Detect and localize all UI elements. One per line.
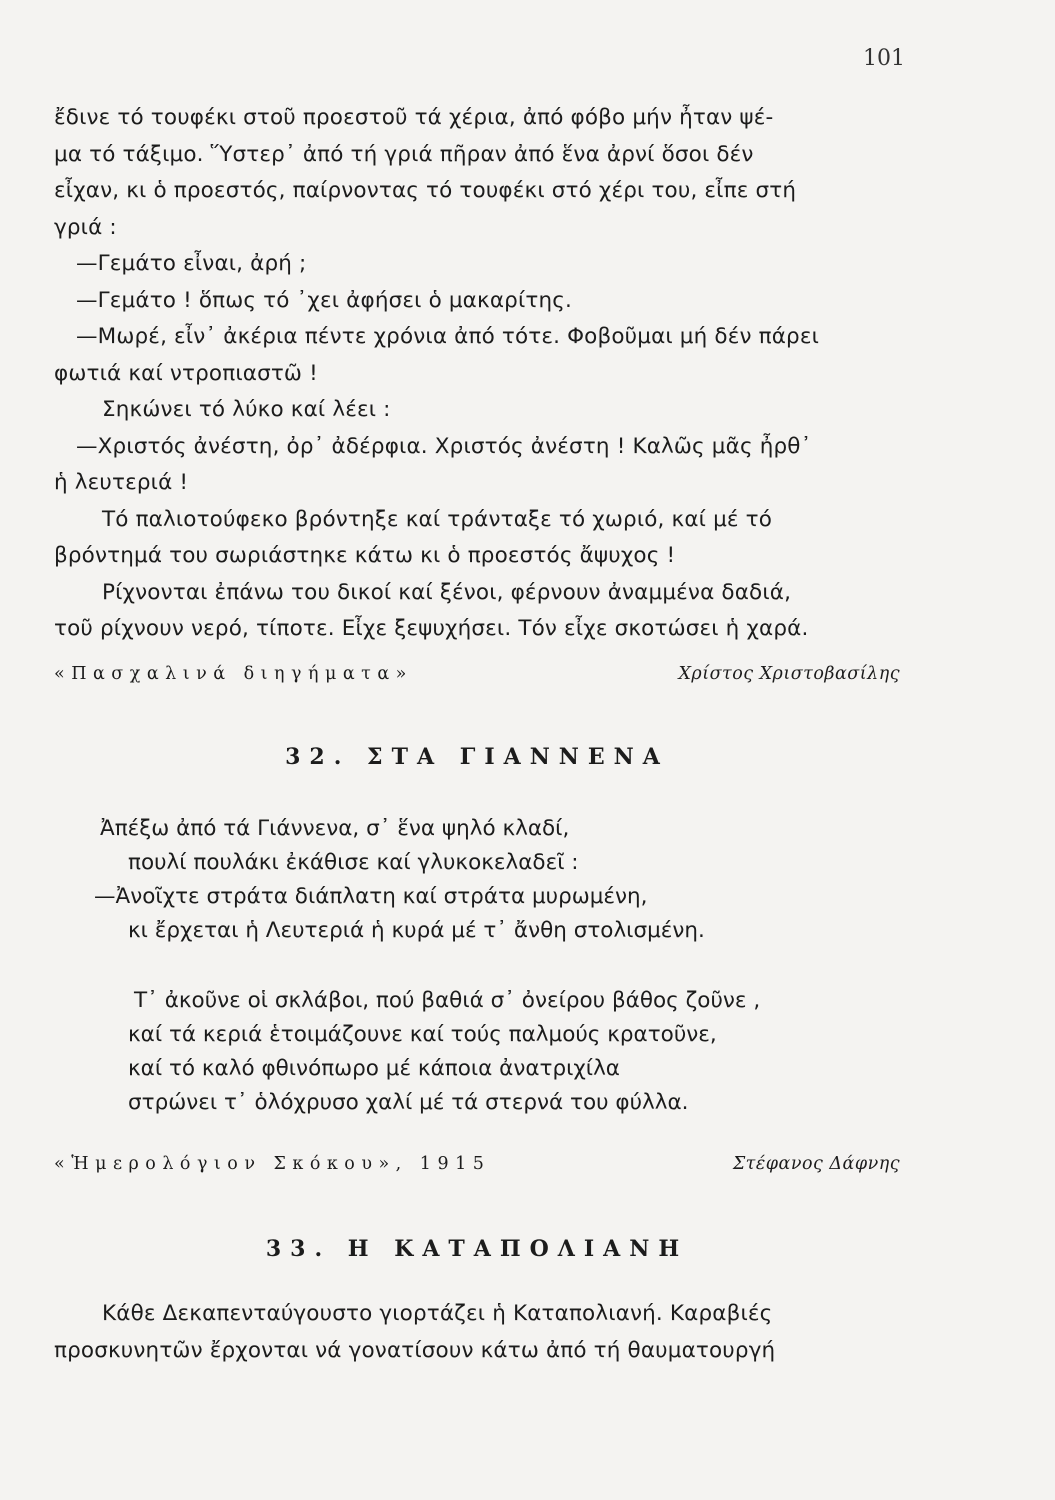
- story-line: εἶχαν, κι ὁ προεστός, παίρνοντας τό τουφέκι στό χέρι του, εἶπε στή: [54, 178, 797, 203]
- story-attribution: [54, 664, 900, 684]
- poem-line: Ἀπέξω ἀπό τά Γιάννενα, σ᾽ ἕνα ψηλό κλαδί,: [100, 816, 570, 841]
- section-33-text: [54, 1296, 900, 1369]
- story-line: φωτιά καί ντροπιαστῶ !: [54, 360, 318, 386]
- story-line: ἔδινε τό τουφέκι στοῦ προεστοῦ τά χέρια, ἀπό φόβο μήν ἦταν ψέ-: [54, 105, 774, 130]
- poem-attribution: [54, 1154, 900, 1174]
- story-text: [54, 100, 900, 648]
- section-33-line: προσκυνητῶν ἔρχονται νά γονατίσουν κάτω ἀπό τή θαυματουργή: [54, 1337, 776, 1363]
- poem-author: Στέφανος Δάφνης: [732, 1154, 900, 1174]
- story-line: —Γεμάτο ! ὅπως τό ᾽χει ἀφήσει ὁ μακαρίτης.: [76, 287, 572, 313]
- story-line: τοῦ ρίχνουν νερό, τίποτε. Εἶχε ξεψυχήσει. Τόν εἶχε σκοτώσει ἡ χαρά.: [54, 616, 809, 641]
- story-author: Χρίστος Χριστοβασίλης: [678, 664, 900, 684]
- story-line: ἡ λευτεριά !: [54, 470, 189, 495]
- section-32-heading: 32. ΣΤΑ ΓΙΑΝΝΕΝΑ: [285, 744, 669, 770]
- poem-line: Τ᾽ ἀκοῦνε οἱ σκλάβοι, πού βαθιά σ᾽ ὀνείρου βάθος ζοῦνε ,: [134, 988, 761, 1013]
- story-line: —Χριστός ἀνέστη, ὀρ᾽ ἀδέρφια. Χριστός ἀνέστη ! Καλῶς μᾶς ἦρθ᾽: [76, 433, 812, 459]
- poem-line: —Ἀνοῖχτε στράτα διάπλατη καί στράτα μυρωμένη,: [94, 884, 648, 909]
- page-number: 101: [863, 46, 905, 71]
- story-line: μα τό τάξιμο. Ὕστερ᾽ ἀπό τή γριά πῆραν ἀπό ἕνα ἀρνί ὅσοι δέν: [54, 141, 754, 167]
- story-line: βρόντημά του σωριάστηκε κάτω κι ὁ προεστός ἄψυχος !: [54, 543, 676, 568]
- story-line: Σηκώνει τό λύκο καί λέει :: [102, 397, 391, 422]
- poem-line: πουλί πουλάκι ἐκάθισε καί γλυκοκελαδεῖ :: [128, 850, 579, 875]
- poem-line: κι ἔρχεται ἡ Λευτεριά ἡ κυρά μέ τ᾽ ἄνθη στολισμένη.: [128, 918, 705, 943]
- story-line: —Γεμάτο εἶναι, ἀρή ;: [76, 251, 307, 276]
- story-source: «Πασχαλινά διηγήματα»: [54, 664, 413, 684]
- story-line: Τό παλιοτούφεκο βρόντηξε καί τράνταξε τό χωριό, καί μέ τό: [102, 506, 773, 532]
- story-line: —Μωρέ, εἶν᾽ ἀκέρια πέντε χρόνια ἀπό τότε. Φοβοῦμαι μή δέν πάρει: [76, 324, 820, 349]
- poem-stanza-2: [128, 984, 760, 1120]
- poem-line: καί τό καλό φθινόπωρο μέ κάποια ἀνατριχίλα: [128, 1056, 620, 1081]
- section-33-line: Κάθε Δεκαπενταύγουστο γιορτάζει ἡ Καταπολιανή. Καραβιές: [102, 1301, 773, 1326]
- poem-stanza-1: [94, 812, 705, 948]
- poem-line: καί τά κεριά ἑτοιμάζουνε καί τούς παλμούς κρατοῦνε,: [128, 1022, 717, 1047]
- poem-line: στρώνει τ᾽ ὁλόχρυσο χαλί μέ τά στερνά του φύλλα.: [128, 1090, 689, 1115]
- section-33-heading: 33. Η ΚΑΤΑΠΟΛΙΑΝΗ: [265, 1236, 689, 1262]
- poem-source: «Ἡμερολόγιον Σκόκου», 1915: [54, 1154, 491, 1174]
- story-line: γριά :: [54, 214, 117, 240]
- story-line: Ρίχνονται ἐπάνω του δικοί καί ξένοι, φέρνουν ἀναμμένα δαδιά,: [102, 579, 792, 605]
